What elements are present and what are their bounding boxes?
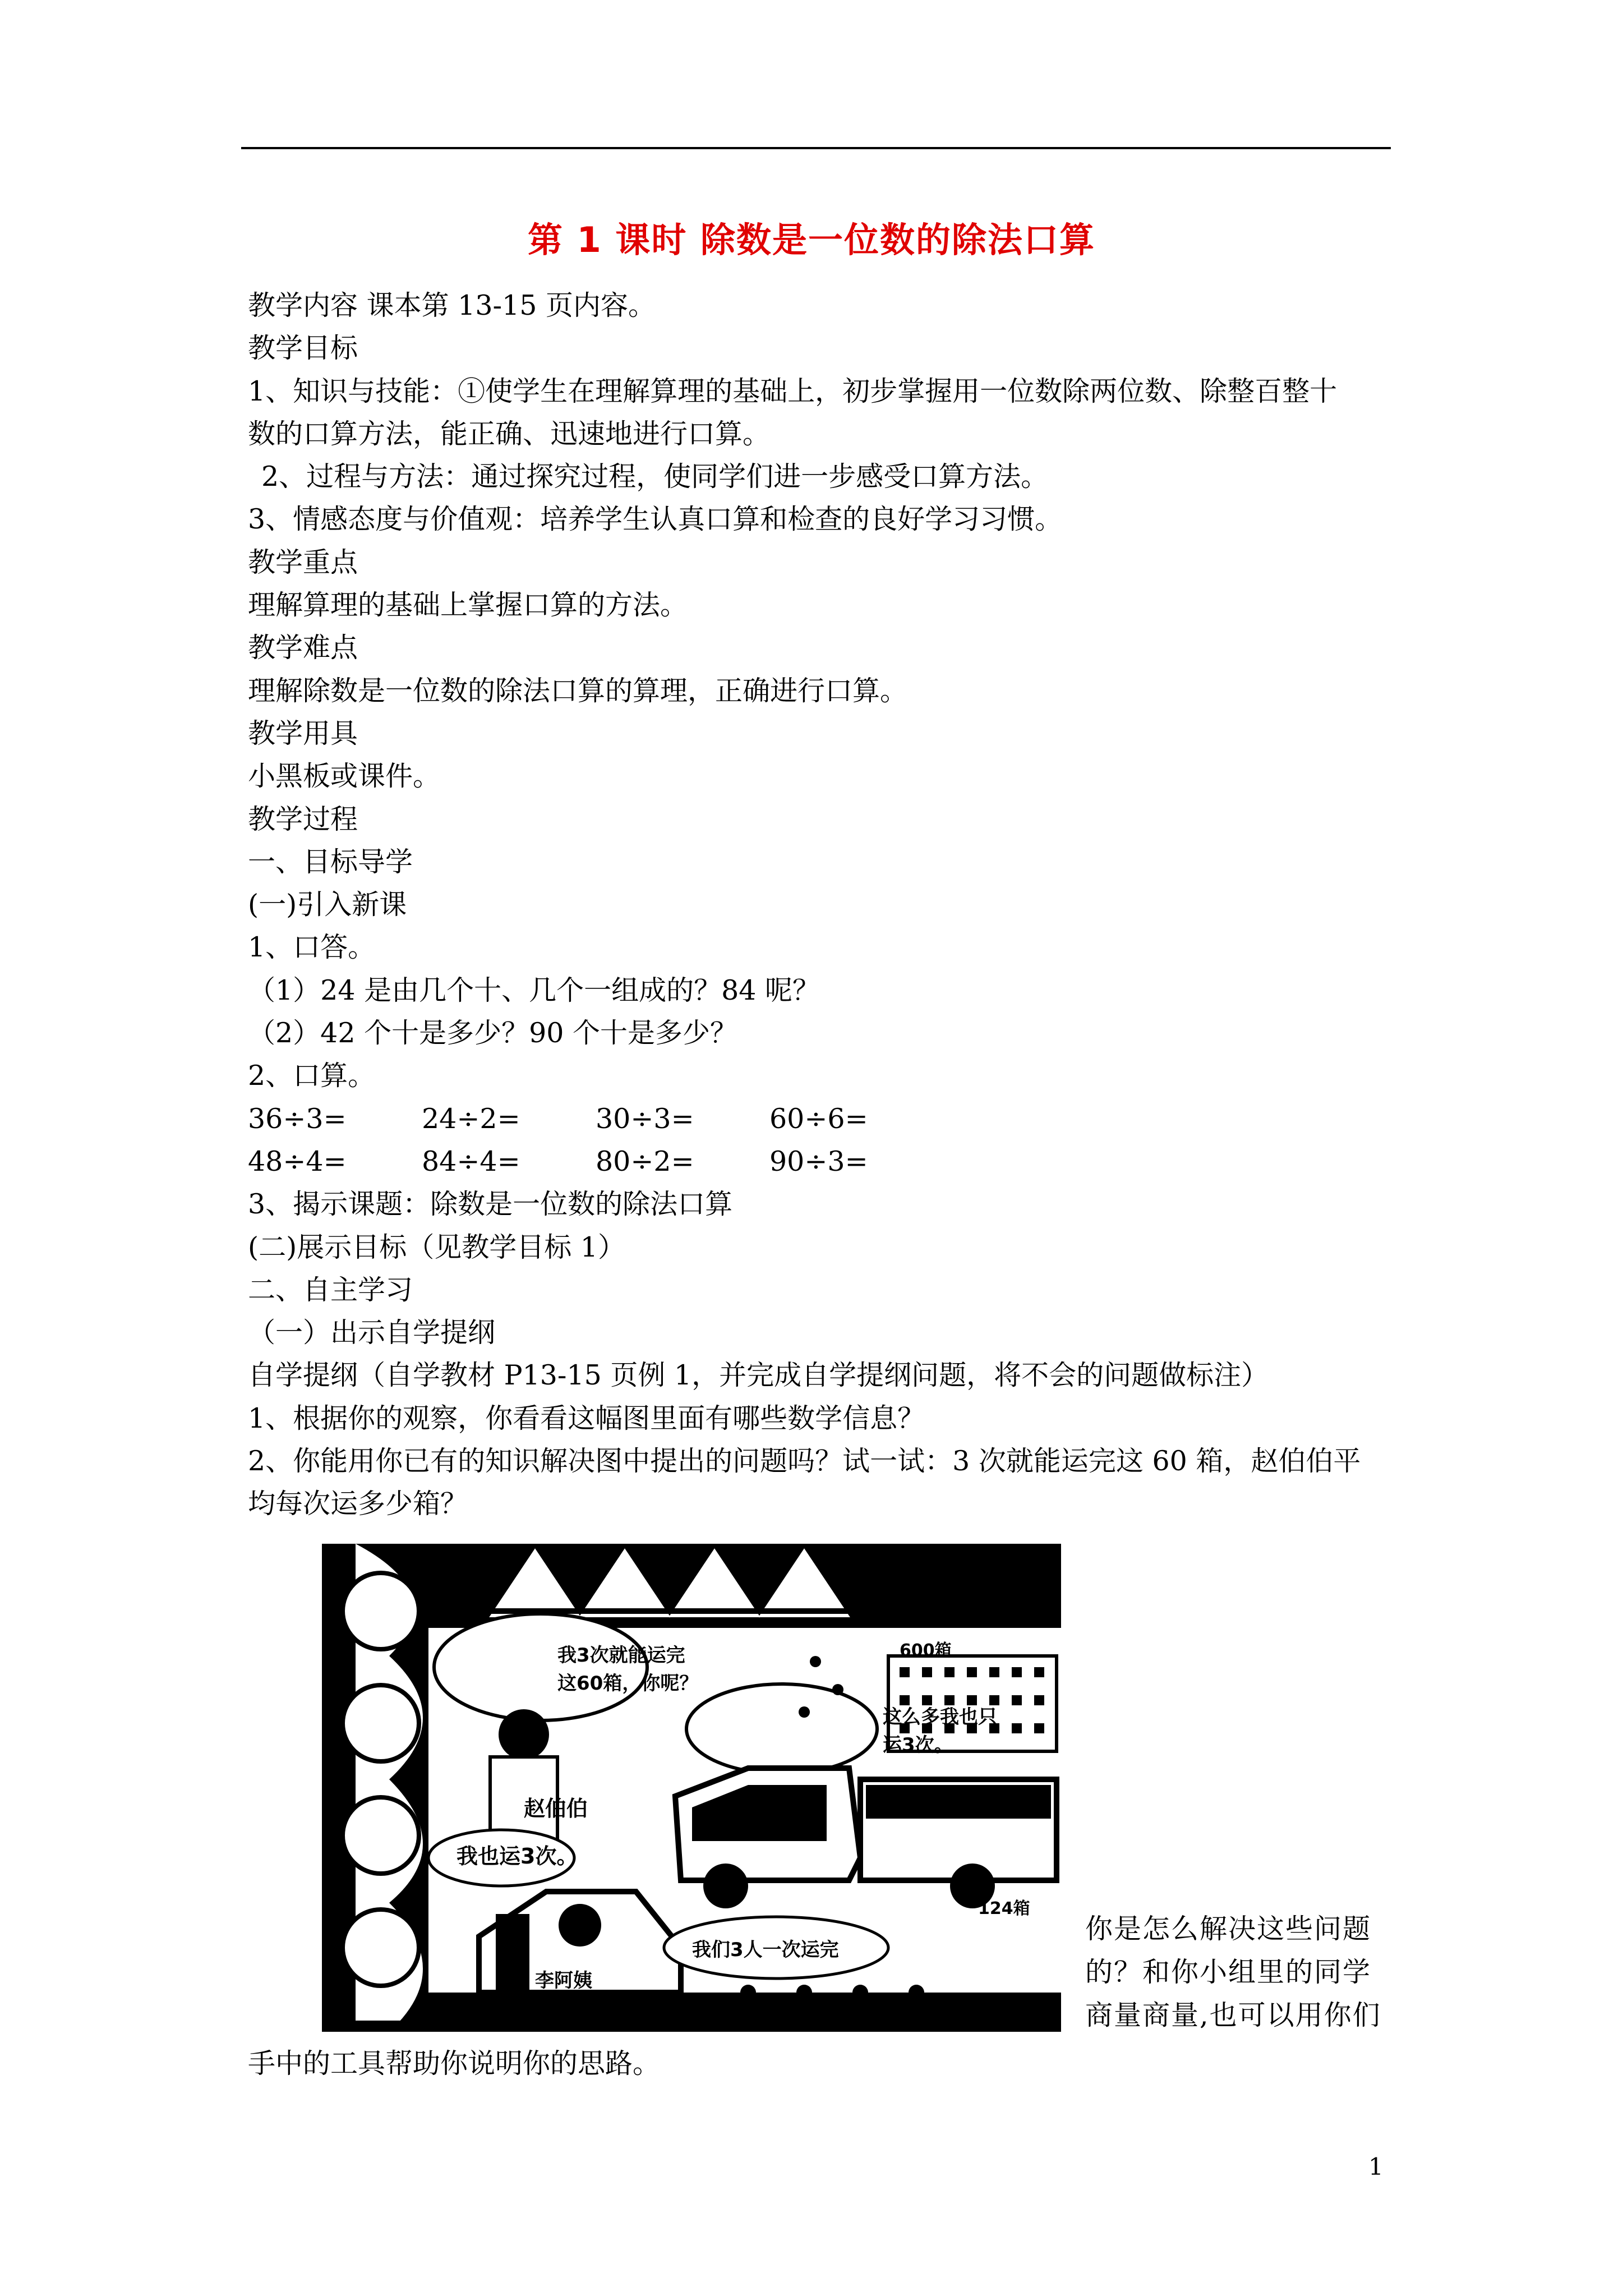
text-line: 教学过程 <box>248 803 358 835</box>
text-line: （1）24 是由几个十、几个一组成的？84 呢？ <box>248 974 820 1006</box>
text-line: 1、根据你的观察，你看看这幅图里面有哪些数学信息？ <box>248 1402 925 1434</box>
bubble-text: 我们3人一次运完 <box>692 1939 839 1961</box>
text-line: 理解算理的基础上掌握口算的方法。 <box>248 589 688 622</box>
calc-item: 48÷4= <box>248 1145 347 1177</box>
text-line: 的？和你小组里的同学 <box>1085 1956 1372 1988</box>
calc-item: 80÷2= <box>596 1145 694 1177</box>
text-line: (二)展示目标（见教学目标 1） <box>248 1231 625 1263</box>
name-label-wang: 王叔叔 <box>759 1841 817 1863</box>
text-line: （2）42 个十是多少？90 个十是多少？ <box>248 1017 738 1050</box>
text-line: 均每次运多少箱？ <box>248 1488 468 1520</box>
text-line: 2、过程与方法：通过探究过程，使同学们进一步感受口算方法。 <box>261 461 1049 493</box>
calc-item: 60÷6= <box>769 1102 868 1135</box>
text-line: 手中的工具帮助你说明你的思路。 <box>248 2047 661 2079</box>
text-line: (一)引入新课 <box>248 889 407 921</box>
text-line: 3、揭示课题：除数是一位数的除法口算 <box>248 1188 733 1221</box>
calc-item: 30÷3= <box>596 1102 694 1135</box>
name-label-zhao: 赵伯伯 <box>524 1796 588 1821</box>
text-line: 3、情感态度与价值观：培养学生认真口算和检查的良好学习习惯。 <box>248 503 1063 536</box>
text-line: 理解除数是一位数的除法口算的算理，正确进行口算。 <box>248 674 908 707</box>
calc-item: 36÷3= <box>248 1102 347 1135</box>
text-line: 一、目标导学 <box>248 845 413 878</box>
page-number: 1 <box>1368 2153 1384 2180</box>
text-line: （一）出示自学提纲 <box>248 1317 496 1349</box>
calc-row <box>248 1140 1392 1183</box>
calc-row <box>248 1098 1392 1140</box>
text-line: 教学内容 课本第 13-15 页内容。 <box>248 289 656 321</box>
text-line: 数的口算方法，能正确、迅速地进行口算。 <box>248 417 771 450</box>
bubble-text: 运3次。 <box>883 1734 953 1756</box>
example-illustration <box>322 1544 1061 2032</box>
text-line: 1、知识与技能：①使学生在理解算理的基础上，初步掌握用一位数除两位数、除整百整十 <box>248 375 1338 407</box>
bubble-text: 这60箱，你呢？ <box>557 1672 699 1695</box>
header-rule <box>241 147 1391 149</box>
bubble-text: 我也运3次。 <box>457 1844 578 1869</box>
side-paragraph <box>1085 1907 1399 2037</box>
box-count-label: 600箱 <box>900 1641 952 1660</box>
page-title: 第 1 课时 除数是一位数的除法口算 <box>528 219 1095 260</box>
box-count-label: 124箱 <box>978 1899 1030 1918</box>
bubble-text: 我3次就能运完 <box>557 1644 685 1667</box>
text-line: 你是怎么解决这些问题 <box>1085 1913 1372 1945</box>
text-line: 商量商量,也可以用你们 <box>1085 1999 1381 2031</box>
text-line: 教学目标 <box>248 332 358 365</box>
text-line: 2、你能用你已有的知识解决图中提出的问题吗？试一试：3 次就能运完这 60 箱，赵伯伯平 <box>248 1445 1361 1478</box>
text-line: 小黑板或课件。 <box>248 760 441 793</box>
text-line: 二、自主学习 <box>248 1273 413 1306</box>
name-label-li: 李阿姨 <box>535 1970 592 1992</box>
text-line: 教学难点 <box>248 632 358 664</box>
text-line: 自学提纲（自学教材 P13-15 页例 1，并完成自学提纲问题，将不会的问题做标注） <box>248 1359 1269 1392</box>
calc-item: 24÷2= <box>422 1102 520 1135</box>
bubble-text: 这么多我也只 <box>883 1706 997 1728</box>
illustration-svg <box>322 1544 1061 2032</box>
text-line: 2、口算。 <box>248 1060 376 1092</box>
lesson-body <box>248 284 1392 1526</box>
text-line: 1、口答。 <box>248 931 376 964</box>
calc-item: 84÷4= <box>422 1145 520 1177</box>
text-line: 教学用具 <box>248 717 358 749</box>
calc-item: 90÷3= <box>769 1145 868 1177</box>
text-line: 教学重点 <box>248 546 358 578</box>
